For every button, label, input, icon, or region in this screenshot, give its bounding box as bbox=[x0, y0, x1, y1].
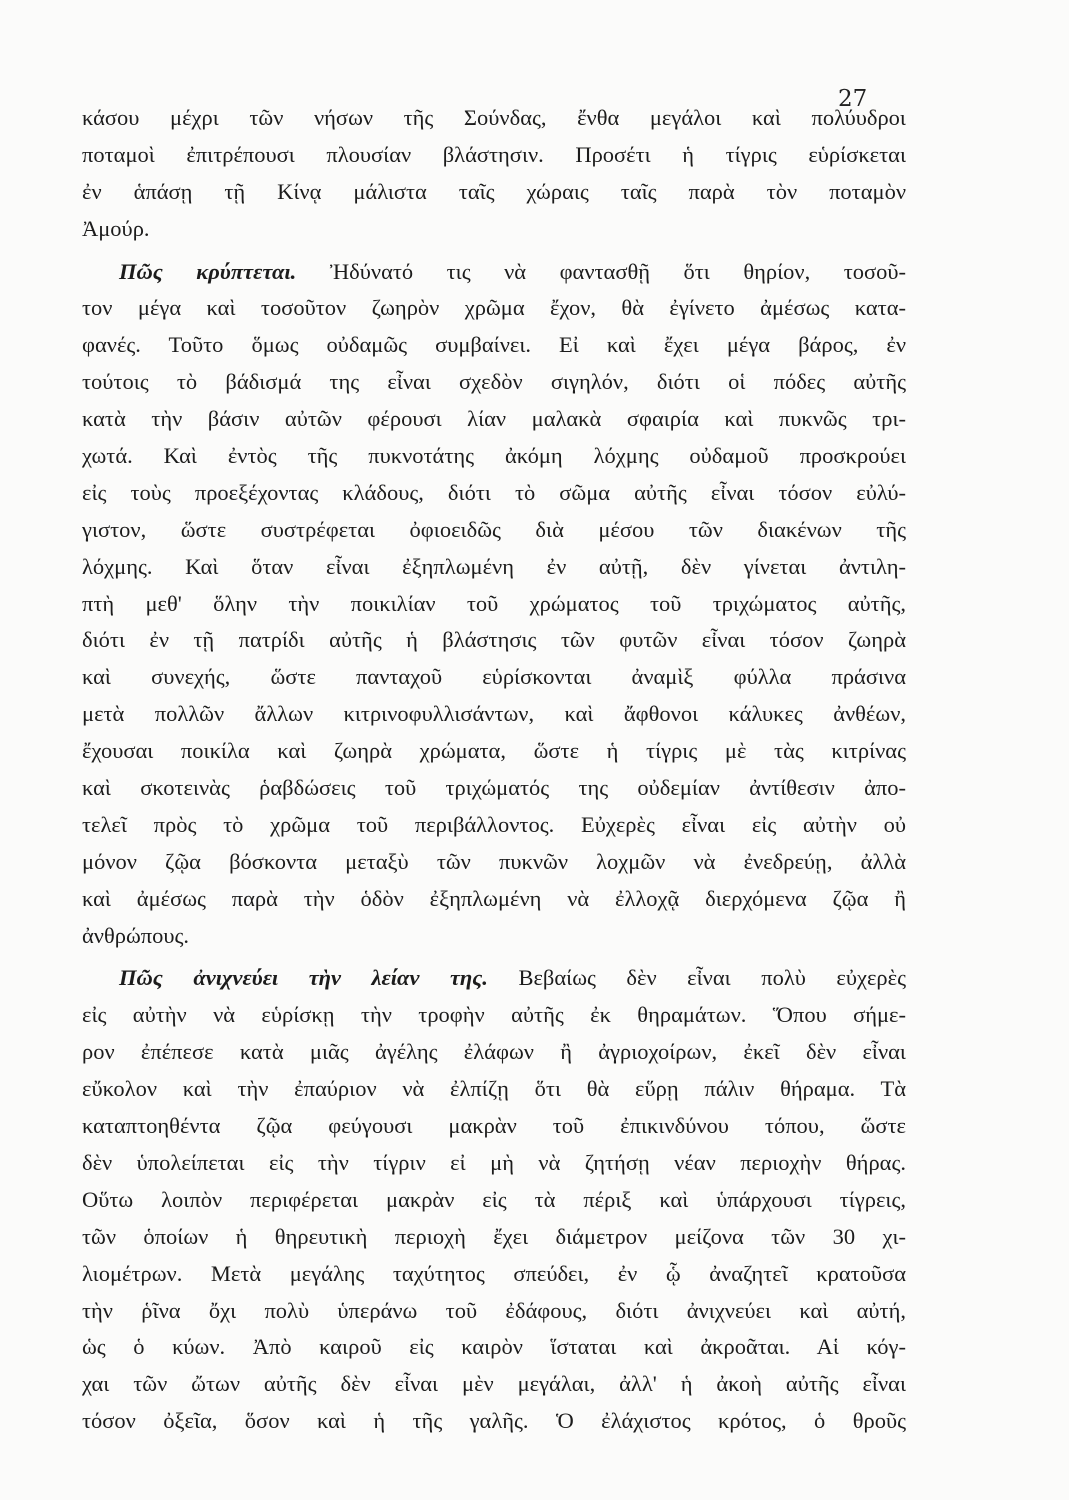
text-line bbox=[82, 625, 906, 662]
text-line bbox=[82, 921, 906, 958]
line-text: τον μέγα καὶ τοσοῦτον ζωηρὸν χρῶμα ἔχον, θὰ ἐγίνετο ἀμέσως κατα- bbox=[82, 295, 906, 321]
text-line bbox=[82, 103, 906, 140]
text-line bbox=[82, 257, 906, 294]
line-text: τὴν ῥῖνα ὄχι πολὺ ὑπεράνω τοῦ ἐδάφους, διότι ἀνιχνεύει καὶ αὐτή, bbox=[82, 1297, 906, 1323]
text-line bbox=[82, 736, 906, 773]
text-line bbox=[82, 1037, 906, 1074]
text-line bbox=[82, 884, 906, 921]
text-line bbox=[82, 1185, 906, 1222]
text-line bbox=[82, 478, 906, 515]
line-text: Ἠδύνατό τις νὰ φαντασθῇ ὅτι θηρίον, τοσοῦ- bbox=[329, 258, 907, 284]
line-text: διότι ἐν τῇ πατρίδι αὐτῆς ἡ βλάστησις τῶν φυτῶν εἶναι τόσον ζωηρὰ bbox=[82, 627, 906, 653]
text-line bbox=[82, 367, 906, 404]
line-text: εὔκολον καὶ τὴν ἐπαύριον νὰ ἐλπίζῃ ὅτι θὰ εὕρῃ πάλιν θήραμα. Τὰ bbox=[82, 1076, 906, 1102]
page-number: 27 bbox=[838, 86, 868, 112]
text-line bbox=[82, 773, 906, 810]
text-line bbox=[82, 140, 906, 177]
paragraph bbox=[82, 963, 906, 1443]
section-heading: Πῶς ἀνιχνεύει τὴν λείαν της. bbox=[119, 965, 488, 991]
text-line bbox=[82, 552, 906, 589]
text-line bbox=[82, 177, 906, 214]
line-text: κατὰ τὴν βάσιν αὐτῶν φέρουσι λίαν μαλακὰ σφαιρία καὶ πυκνῶς τρι- bbox=[82, 406, 906, 432]
line-text: τελεῖ πρὸς τὸ χρῶμα τοῦ περιβάλλοντος. Εὐχερὲς εἶναι εἰς αὐτὴν οὐ bbox=[82, 811, 906, 837]
text-line bbox=[82, 1332, 906, 1369]
line-text: εἰς τοὺς προεξέχοντας κλάδους, διότι τὸ σῶμα αὐτῆς εἶναι τόσον εὐλύ- bbox=[82, 479, 906, 505]
text-line bbox=[82, 1222, 906, 1259]
text-line bbox=[82, 1000, 906, 1037]
text-line bbox=[82, 810, 906, 847]
line-text: καὶ σκοτεινὰς ῥαβδώσεις τοῦ τριχώματός της οὐδεμίαν ἀντίθεσιν ἀπο- bbox=[82, 775, 906, 801]
text-line bbox=[82, 293, 906, 330]
line-text: καὶ συνεχής, ὥστε πανταχοῦ εὑρίσκονται ἀναμὶξ φύλλα πράσινα bbox=[82, 664, 906, 690]
line-text: λιομέτρων. Μετὰ μεγάλης ταχύτητος σπεύδει, ἐν ᾧ ἀναζητεῖ κρατοῦσα bbox=[82, 1260, 906, 1286]
line-text: πτὴ μεθ' ὅλην τὴν ποικιλίαν τοῦ χρώματος τοῦ τριχώματος αὐτῆς, bbox=[82, 590, 906, 616]
text-line bbox=[82, 963, 906, 1000]
text-line bbox=[82, 214, 906, 251]
line-text: καὶ ἀμέσως παρὰ τὴν ὁδὸν ἐξηπλωμένη νὰ ἐλλοχᾷ διερχόμενα ζῷα ἢ bbox=[82, 885, 906, 911]
line-text: καταπτοηθέντα ζῷα φεύγουσι μακρὰν τοῦ ἐπικινδύνου τόπου, ὥστε bbox=[82, 1113, 906, 1139]
text-line bbox=[82, 515, 906, 552]
line-text: δὲν ὑπολείπεται εἰς τὴν τίγριν εἰ μὴ νὰ ζητήσῃ νέαν περιοχὴν θήρας. bbox=[82, 1149, 906, 1175]
text-line bbox=[82, 1296, 906, 1333]
text-line bbox=[82, 1148, 906, 1185]
text-line bbox=[82, 1369, 906, 1406]
line-text: χαι τῶν ὤτων αὐτῆς δὲν εἶναι μὲν μεγάλαι, ἀλλ' ἡ ἀκοὴ αὐτῆς εἶναι bbox=[82, 1371, 906, 1397]
line-text: ἀνθρώπους. bbox=[82, 922, 190, 948]
text-line bbox=[82, 330, 906, 367]
page-body bbox=[82, 103, 906, 1449]
text-line bbox=[82, 699, 906, 736]
paragraph bbox=[82, 257, 906, 958]
line-text: λόχμης. Καὶ ὅταν εἶναι ἐξηπλωμένη ἐν αὐτῇ, δὲν γίνεται ἀντιλη- bbox=[82, 553, 906, 579]
line-text: Οὕτω λοιπὸν περιφέρεται μακρὰν εἰς τὰ πέριξ καὶ ὑπάρχουσι τίγρεις, bbox=[82, 1186, 906, 1212]
line-text: κάσου μέχρι τῶν νήσων τῆς Σούνδας, ἔνθα μεγάλοι καὶ πολύυδροι bbox=[82, 105, 906, 130]
text-line bbox=[82, 847, 906, 884]
line-text: ἔχουσαι ποικίλα καὶ ζωηρὰ χρώματα, ὥστε ἡ τίγρις μὲ τὰς κιτρίνας bbox=[82, 738, 906, 764]
text-line bbox=[82, 441, 906, 478]
line-text: τῶν ὁποίων ἡ θηρευτικὴ περιοχὴ ἔχει διάμετρον μείζονα τῶν 30 χι- bbox=[82, 1223, 906, 1249]
text-line bbox=[82, 1111, 906, 1148]
text-line bbox=[82, 662, 906, 699]
line-text: ἐν ἁπάσῃ τῇ Κίνᾳ μάλιστα ταῖς χώραις ταῖς παρὰ τὸν ποταμὸν bbox=[82, 178, 906, 204]
line-text: Βεβαίως δὲν εἶναι πολὺ εὐχερὲς bbox=[518, 965, 906, 991]
text-line bbox=[82, 589, 906, 626]
section-heading: Πῶς κρύπτεται. bbox=[119, 258, 297, 284]
line-text: Ἀμούρ. bbox=[82, 215, 150, 241]
line-text: τούτοις τὸ βάδισμά της εἶναι σχεδὸν σιγηλόν, διότι οἱ πόδες αὐτῆς bbox=[82, 369, 906, 395]
line-text: εἰς αὐτὴν νὰ εὑρίσκῃ τὴν τροφὴν αὐτῆς ἐκ θηραμάτων. Ὅπου σήμε- bbox=[82, 1002, 906, 1028]
line-text: μετὰ πολλῶν ἄλλων κιτρινοφυλλισάντων, καὶ ἄφθονοι κάλυκες ἀνθέων, bbox=[82, 701, 906, 727]
line-text: τόσον ὀξεῖα, ὅσον καὶ ἡ τῆς γαλῆς. Ὁ ἐλάχιστος κρότος, ὁ θροῦς bbox=[82, 1408, 906, 1434]
line-text: ὡς ὁ κύων. Ἀπὸ καιροῦ εἰς καιρὸν ἵσταται καὶ ἀκροᾶται. Αἱ κόγ- bbox=[82, 1334, 906, 1360]
text-line bbox=[82, 1074, 906, 1111]
text-line bbox=[82, 1259, 906, 1296]
line-text: χωτά. Καὶ ἐντὸς τῆς πυκνοτάτης ἀκόμη λόχμης οὐδαμοῦ προσκρούει bbox=[82, 443, 906, 469]
text-line bbox=[82, 1406, 906, 1443]
line-text: ποταμοὶ ἐπιτρέπουσι πλουσίαν βλάστησιν. Προσέτι ἡ τίγρις εὑρίσκεται bbox=[82, 141, 906, 167]
line-text: γιστον, ὥστε συστρέφεται ὀφιοειδῶς διὰ μέσου τῶν διακένων τῆς bbox=[82, 516, 906, 542]
paragraph bbox=[82, 103, 906, 251]
line-text: φανές. Τοῦτο ὅμως οὐδαμῶς συμβαίνει. Εἰ καὶ ἔχει μέγα βάρος, ἐν bbox=[82, 332, 906, 358]
line-text: ρον ἐπέπεσε κατὰ μιᾶς ἀγέλης ἐλάφων ἢ ἀγριοχοίρων, ἐκεῖ δὲν εἶναι bbox=[82, 1039, 906, 1065]
line-text: μόνον ζῷα βόσκοντα μεταξὺ τῶν πυκνῶν λοχμῶν νὰ ἐνεδρεύῃ, ἀλλὰ bbox=[82, 848, 906, 874]
text-line bbox=[82, 404, 906, 441]
